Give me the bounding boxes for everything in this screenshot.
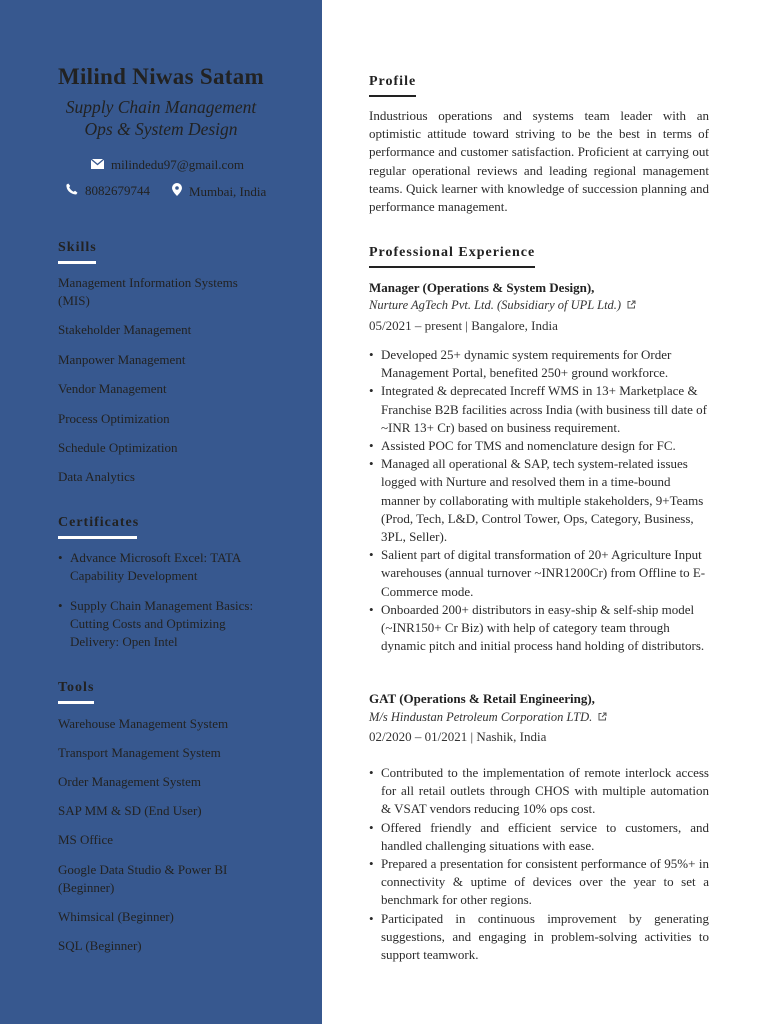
contact-email[interactable] — [91, 157, 244, 173]
list-item: • Onboarded 200+ distributors in easy-ship & self-ship model (~INR150+ Cr Biz) with help of category team through dynamic pitch and initial process hand holding of distributors. — [369, 601, 709, 656]
external-link-icon[interactable] — [621, 298, 636, 313]
headline-line-1: Supply Chain Management — [65, 97, 257, 117]
tool-item: SQL (Beginner) — [58, 938, 142, 953]
list-item: • Participated in continuous improvement by generating suggestions, and engaging in problem-solving activities to support teamwork. — [369, 910, 709, 965]
skills-heading-rule — [58, 261, 96, 264]
email-text: milindedu97@gmail.com — [111, 157, 244, 172]
tool-item: Order Management System — [58, 774, 201, 789]
profile-heading-rule — [369, 95, 416, 97]
list-item: • Prepared a presentation for consistent performance of 95%+ in connectivity & uptime of devices over the year to set a benchmark for other regions. — [369, 855, 709, 910]
tools-heading-text: Tools — [58, 680, 95, 695]
envelope-icon — [91, 157, 111, 173]
tool-item: SAP MM & SD (End User) — [58, 803, 202, 818]
skill-item: Process Optimization — [58, 411, 170, 426]
job-title: GAT (Operations & Retail Engineering), — [369, 691, 595, 706]
phone-icon — [66, 183, 85, 199]
skill-item: Data Analytics — [58, 469, 135, 484]
tool-item: Google Data Studio & Power BI (Beginner) — [58, 862, 228, 896]
certificate-item: • Advance Microsoft Excel: TATA Capability Development — [58, 549, 268, 585]
list-item: • Salient part of digital transformation of 20+ Agriculture Input warehouses (annual turnover ~INR1200Cr) from Offline to E-Commerce mode. — [369, 546, 709, 601]
profile-heading-text: Profile — [369, 74, 417, 89]
experience-heading — [369, 245, 535, 268]
tool-item: Warehouse Management System — [58, 716, 229, 731]
profile-summary: Industrious operations and systems team leader with an optimistic attitude toward striving to be the best in terms of performance and customer satisfaction. Proficient at carrying out regular operational reviews and leading regional management teams. Quick learner with knowledge of succession planning and performance management. — [369, 108, 709, 215]
list-item: • Assisted POC for TMS and nomenclature design for FC. — [369, 437, 709, 455]
skill-item: Manpower Management — [58, 352, 186, 367]
list-item: • Contributed to the implementation of remote interlock access for all retail outlets through CHOS with multiple automation & VSAT vendors reducing 10% ops cost. — [369, 764, 709, 819]
profile-heading — [369, 74, 416, 97]
skill-item: Management Information Systems (MIS) — [58, 275, 238, 309]
experience-heading-rule — [369, 266, 535, 268]
skill-item: Schedule Optimization — [58, 440, 178, 455]
tools-heading-rule — [58, 701, 94, 704]
tools-heading — [58, 680, 94, 704]
job-company-text: M/s Hindustan Petroleum Corporation LTD. — [369, 710, 593, 724]
list-item: • Managed all operational & SAP, tech system-related issues logged with Nurture and resolved them in a time-bound manner by collaborating with multiple stakeholders, 9+Teams (Prod, Tech, L&D, Control Tower, Ops, Category, Business, 3PL, Seller). — [369, 455, 709, 546]
list-item: • Developed 25+ dynamic system requirements for Order Management Portal, benefited 250+ ground workforce. — [369, 346, 709, 382]
phone-text: 8082679744 — [85, 183, 150, 198]
job-bullets — [369, 346, 709, 655]
tool-item: Whimsical (Beginner) — [58, 909, 174, 924]
certificates-heading — [58, 515, 139, 539]
job-bullets — [369, 764, 709, 964]
certificates-heading-text: Certificates — [58, 515, 140, 530]
job-company-link[interactable] — [369, 298, 636, 313]
skill-item: Vendor Management — [58, 381, 167, 396]
certificate-item: • Supply Chain Management Basics: Cutting Costs and Optimizing Delivery: Open Intel — [58, 597, 268, 652]
job-dates: 02/2020 – 01/2021 | Nashik, India — [369, 729, 547, 744]
list-item: • Offered friendly and efficient service to customers, and handled challenging situations with ease. — [369, 819, 709, 855]
tool-item: MS Office — [58, 832, 114, 847]
headline-line-2: Ops & System Design — [84, 119, 238, 139]
contact-phone[interactable] — [66, 183, 150, 199]
external-link-icon[interactable] — [592, 710, 607, 725]
contact-location — [172, 183, 266, 200]
job-company-text: Nurture AgTech Pvt. Ltd. (Subsidiary of UPL Ltd.) — [369, 298, 622, 312]
location-text: Mumbai, India — [189, 183, 267, 199]
map-pin-icon — [172, 183, 189, 200]
job-title: Manager (Operations & System Design), — [369, 280, 595, 295]
list-item: • Integrated & deprecated Increff WMS in 13+ Marketplace & Franchise B2B facilities across India (with business till date of ~INR 13+ Cr) based on business requirement. — [369, 382, 709, 437]
skills-heading — [58, 240, 97, 264]
candidate-name: Milind Niwas Satam — [57, 64, 265, 89]
job-company-link[interactable] — [369, 710, 607, 725]
skills-heading-text: Skills — [58, 240, 97, 255]
tool-item: Transport Management System — [58, 745, 221, 760]
skill-item: Stakeholder Management — [58, 322, 192, 337]
job-dates: 05/2021 – present | Bangalore, India — [369, 318, 558, 333]
experience-heading-text: Professional Experience — [369, 245, 536, 260]
certificates-heading-rule — [58, 536, 137, 539]
